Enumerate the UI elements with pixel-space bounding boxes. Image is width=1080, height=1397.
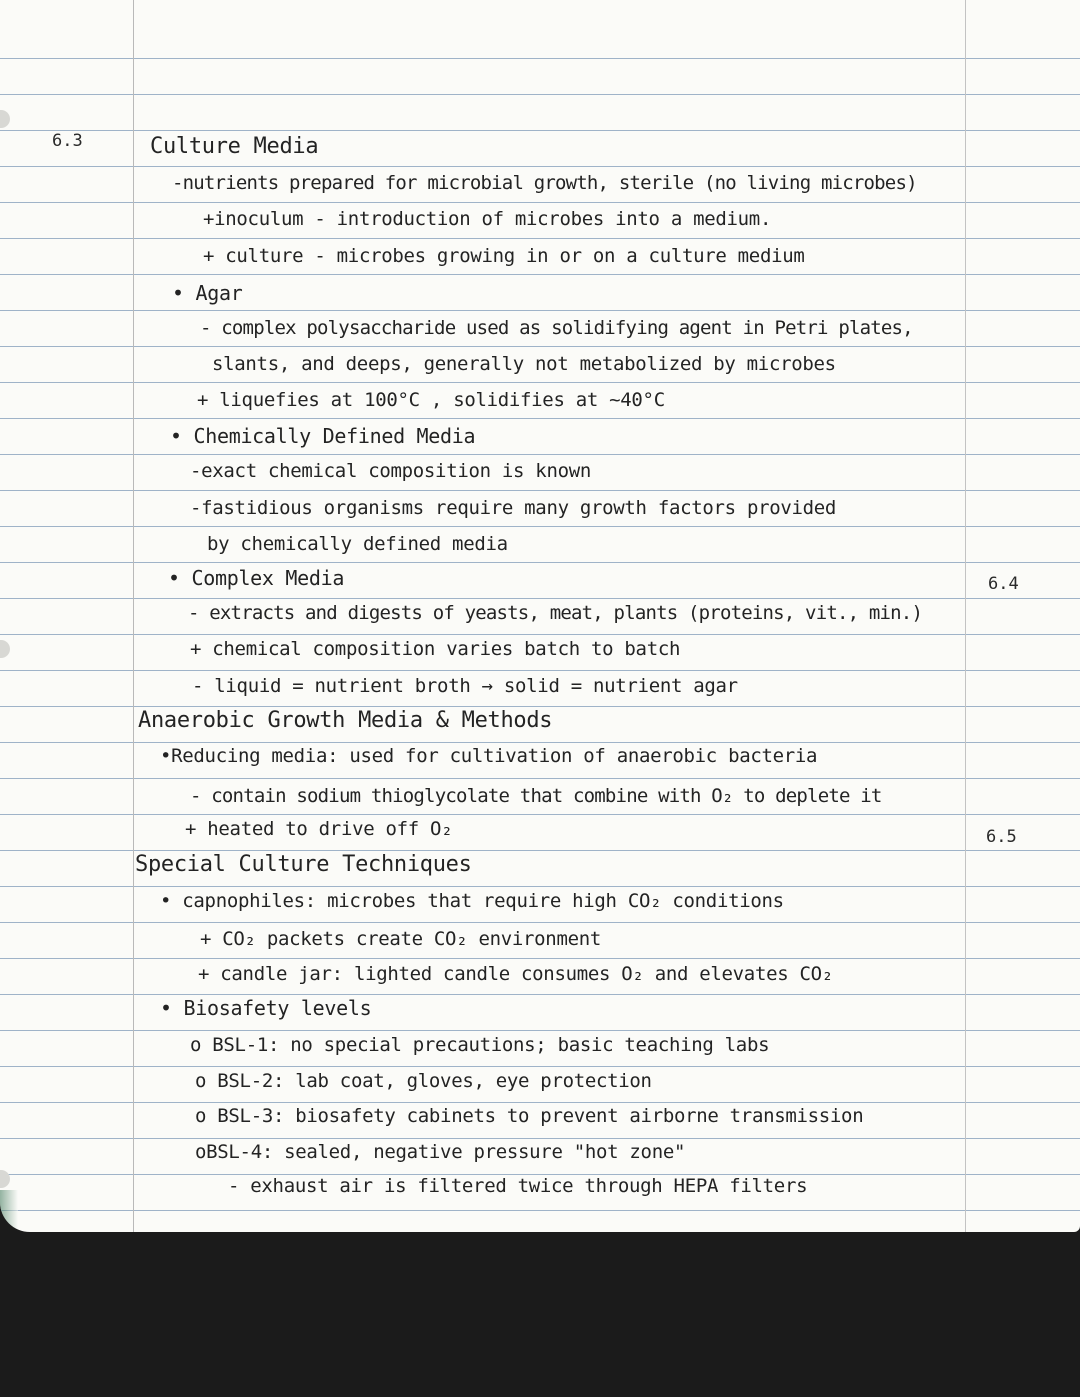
ruled-line bbox=[0, 526, 1080, 527]
note-line: slants, and deeps, generally not metabolized by microbes bbox=[212, 353, 836, 375]
right-margin-line bbox=[965, 0, 966, 1232]
note-line: + culture - microbes growing in or on a culture medium bbox=[203, 245, 805, 267]
heading-anaerobic-growth-media: Anaerobic Growth Media & Methods bbox=[138, 708, 553, 733]
bullet-agar: • Agar bbox=[172, 281, 243, 305]
note-line: -fastidious organisms require many growth factors provided bbox=[190, 497, 837, 519]
ruled-line bbox=[0, 742, 1080, 743]
ruled-line bbox=[0, 58, 1080, 59]
bullet-reducing-media: •Reducing media: used for cultivation of anaerobic bacteria bbox=[160, 745, 818, 767]
bullet-biosafety-levels: • Biosafety levels bbox=[160, 996, 372, 1020]
ruled-line bbox=[0, 670, 1080, 671]
ruled-line bbox=[0, 454, 1080, 455]
ruled-line bbox=[0, 94, 1080, 95]
note-line: + heated to drive off O₂ bbox=[185, 818, 453, 840]
heading-special-culture-techniques: Special Culture Techniques bbox=[135, 852, 472, 877]
ruled-line bbox=[0, 418, 1080, 419]
ruled-line bbox=[0, 1210, 1080, 1211]
ruled-line bbox=[0, 922, 1080, 923]
ruled-line bbox=[0, 634, 1080, 635]
note-line: + liquefies at 100°C , solidifies at ~40°C bbox=[197, 389, 665, 411]
note-line: -nutrients prepared for microbial growth, sterile (no living microbes) bbox=[172, 172, 917, 194]
page-edge-shadow bbox=[0, 1190, 18, 1232]
ruled-line bbox=[0, 166, 1080, 167]
ruled-line bbox=[0, 778, 1080, 779]
binder-hole bbox=[0, 640, 10, 658]
ruled-line bbox=[0, 1138, 1080, 1139]
left-margin-line bbox=[133, 0, 134, 1232]
background-surface bbox=[0, 1232, 1080, 1397]
note-line: o BSL-3: biosafety cabinets to prevent airborne transmission bbox=[195, 1105, 864, 1127]
ruled-line bbox=[0, 382, 1080, 383]
note-line: - liquid = nutrient broth → solid = nutrient agar bbox=[192, 675, 738, 697]
note-line: + candle jar: lighted candle consumes O₂ and elevates CO₂ bbox=[198, 963, 833, 985]
ruled-line bbox=[0, 238, 1080, 239]
ruled-line bbox=[0, 814, 1080, 815]
ruled-line bbox=[0, 1102, 1080, 1103]
ruled-line bbox=[0, 706, 1080, 707]
heading-culture-media: Culture Media bbox=[150, 134, 319, 159]
note-line: oBSL-4: sealed, negative pressure "hot zone" bbox=[195, 1141, 686, 1163]
ruled-line bbox=[0, 958, 1080, 959]
ruled-line bbox=[0, 562, 1080, 563]
ruled-line bbox=[0, 202, 1080, 203]
section-number-top: 6.3 bbox=[52, 131, 83, 151]
note-line: + chemical composition varies batch to batch bbox=[190, 638, 681, 660]
ruled-line bbox=[0, 346, 1080, 347]
ruled-line bbox=[0, 1030, 1080, 1031]
note-line: - extracts and digests of yeasts, meat, plants (proteins, vit., min.) bbox=[188, 602, 923, 624]
ruled-line bbox=[0, 994, 1080, 995]
note-line: - contain sodium thioglycolate that combine with O₂ to deplete it bbox=[190, 785, 882, 807]
ruled-line bbox=[0, 1066, 1080, 1067]
ruled-line bbox=[0, 274, 1080, 275]
note-line: o BSL-2: lab coat, gloves, eye protection bbox=[195, 1070, 652, 1092]
note-line: - complex polysaccharide used as solidifying agent in Petri plates, bbox=[200, 317, 913, 339]
bullet-chemically-defined-media: • Chemically Defined Media bbox=[170, 424, 476, 448]
ruled-line bbox=[0, 130, 1080, 131]
note-line: -exact chemical composition is known bbox=[190, 460, 592, 482]
binder-hole bbox=[0, 1170, 10, 1188]
ruled-line bbox=[0, 490, 1080, 491]
ruled-line bbox=[0, 886, 1080, 887]
section-number-mid: 6.4 bbox=[988, 574, 1019, 594]
binder-hole bbox=[0, 110, 10, 128]
note-line: o BSL-1: no special precautions; basic teaching labs bbox=[190, 1034, 770, 1056]
note-line: + CO₂ packets create CO₂ environment bbox=[200, 928, 602, 950]
section-number-lower: 6.5 bbox=[986, 827, 1017, 847]
bullet-complex-media: • Complex Media bbox=[168, 566, 345, 590]
bullet-capnophiles: • capnophiles: microbes that require high CO₂ conditions bbox=[160, 890, 784, 912]
ruled-line bbox=[0, 310, 1080, 311]
ruled-line bbox=[0, 850, 1080, 851]
note-line: +inoculum - introduction of microbes into a medium. bbox=[203, 208, 772, 230]
ruled-line bbox=[0, 598, 1080, 599]
note-line: by chemically defined media bbox=[207, 533, 508, 555]
note-line: - exhaust air is filtered twice through HEPA filters bbox=[228, 1175, 808, 1197]
